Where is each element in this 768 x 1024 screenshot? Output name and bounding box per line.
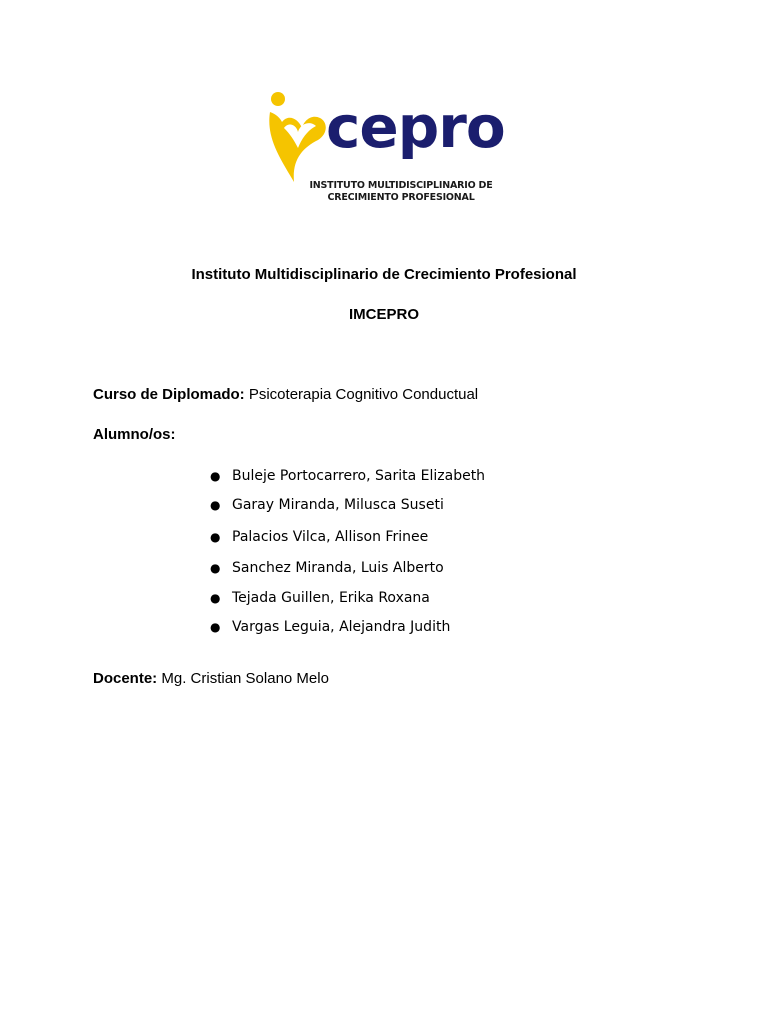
student-name: Garay Miranda, Milusca Suseti [232,497,444,513]
teacher-label: Docente: [93,670,158,687]
acronym-title: IMCEPRO [348,306,419,323]
imcepro-logo [262,88,506,206]
bullet-icon: ● [210,498,221,512]
list-item [200,558,485,578]
person-heart-icon [262,88,332,188]
list-item [200,527,485,547]
student-name: Tejada Guillen, Erika Roxana [232,590,430,606]
institution-title: Instituto Multidisciplinario de Crecimiento Profesional [191,266,577,283]
students-list [200,466,485,637]
student-name: Sanchez Miranda, Luis Alberto [232,560,444,576]
list-item [200,588,485,608]
bullet-icon: ● [210,620,221,634]
students-label [93,426,176,443]
bullet-icon: ● [210,591,221,605]
course-value: Psicoterapia Cognitivo Conductual [248,386,479,403]
logo-subtitle-line2: CRECIMIENTO PROFESIONAL [327,192,475,203]
bullet-icon: ● [210,469,221,483]
list-item [200,466,485,486]
course-label: Curso de Diplomado: [93,386,245,403]
logo-wordmark: cepro [326,93,505,161]
student-name: Palacios Vilca, Allison Frinee [232,529,429,545]
logo-subtitle [306,180,496,204]
course-line [93,386,478,403]
list-item [200,495,485,515]
list-item [200,617,485,637]
students-label-text: Alumno/os: [93,426,176,443]
bullet-icon: ● [210,561,221,575]
teacher-line [93,670,329,687]
bullet-icon: ● [210,530,221,544]
student-name: Buleje Portocarrero, Sarita Elizabeth [232,468,486,484]
student-name: Vargas Leguia, Alejandra Judith [232,619,451,635]
logo-subtitle-line1: INSTITUTO MULTIDISCIPLINARIO DE [309,180,493,191]
teacher-value: Mg. Cristian Solano Melo [161,670,329,687]
